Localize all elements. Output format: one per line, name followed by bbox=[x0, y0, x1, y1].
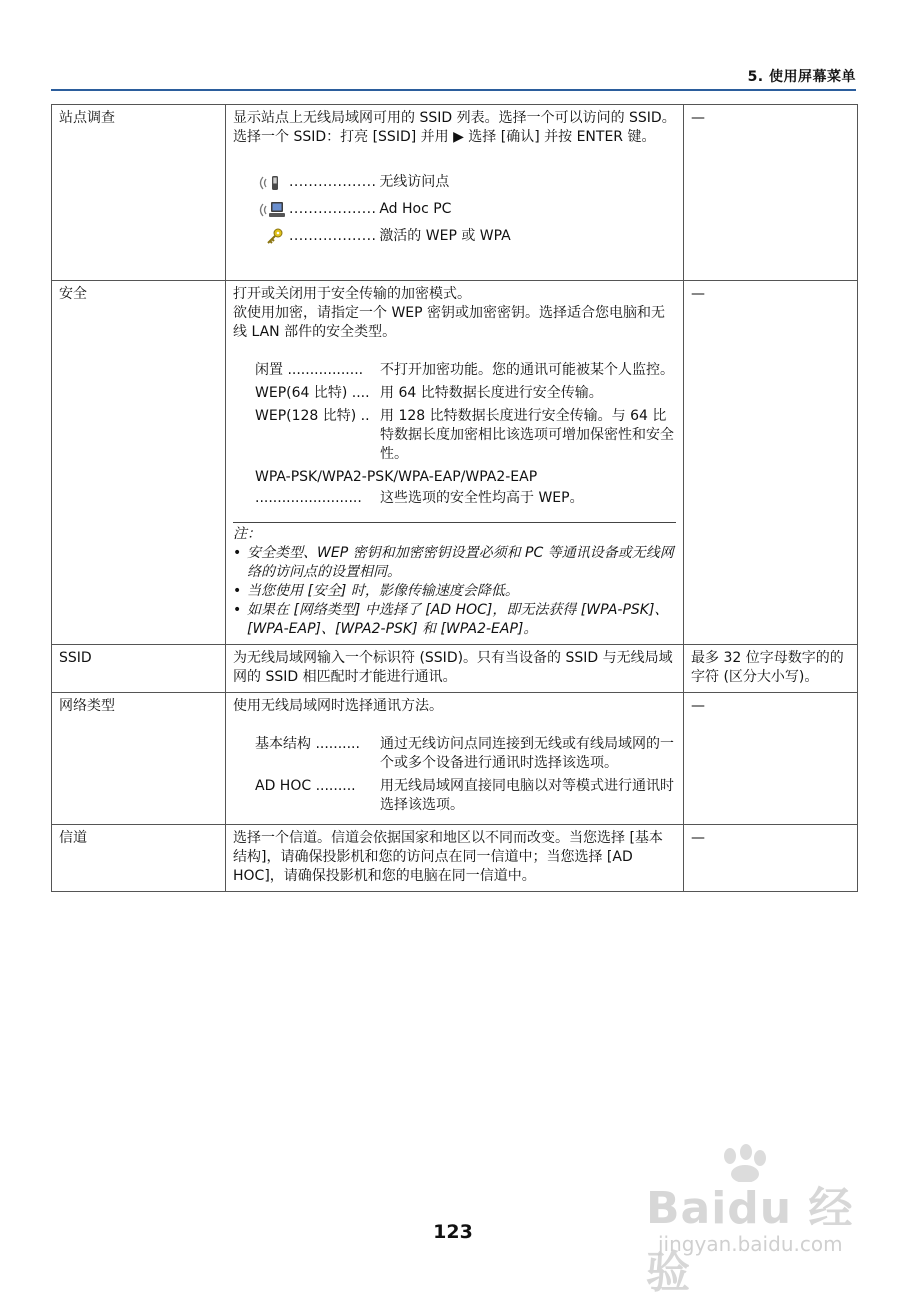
legend-item bbox=[257, 172, 676, 193]
option-definition: 用无线局域网直接同电脑以对等模式进行通讯时选择该选项。 bbox=[380, 778, 674, 813]
table-row bbox=[52, 281, 858, 645]
description-text: 欲使用加密，请指定一个 WEP 密钥或加密密钥。选择适合您电脑和无线 LAN 部件的安全类型。 bbox=[233, 305, 666, 340]
key-icon bbox=[257, 227, 289, 247]
settings-table bbox=[51, 104, 858, 892]
option-item bbox=[255, 489, 676, 508]
watermark bbox=[640, 1150, 870, 1298]
note-label: 注： bbox=[233, 526, 261, 542]
page-header bbox=[51, 66, 856, 90]
setting-range: — bbox=[684, 825, 858, 892]
option-definition: 这些选项的安全性均高于 WEP。 bbox=[380, 490, 584, 506]
setting-name: SSID bbox=[52, 645, 226, 693]
table-row bbox=[52, 693, 858, 825]
table-row bbox=[52, 645, 858, 693]
legend-item bbox=[257, 199, 676, 220]
option-item bbox=[255, 361, 676, 380]
page-number: 123 bbox=[433, 1221, 473, 1243]
section-title: 5. 使用屏幕菜单 bbox=[747, 69, 856, 85]
option-item bbox=[255, 384, 676, 403]
leader-dots: .................. bbox=[289, 174, 377, 190]
table-row bbox=[52, 825, 858, 892]
ad-hoc-pc-icon bbox=[257, 200, 289, 220]
legend-item bbox=[257, 226, 676, 247]
option-definition: 用 64 比特数据长度进行安全传输。 bbox=[380, 385, 603, 401]
setting-description bbox=[226, 281, 684, 645]
watermark-url: jingyan.baidu.com bbox=[658, 1232, 843, 1256]
setting-name: 网络类型 bbox=[52, 693, 226, 825]
legend-label: 激活的 WEP 或 WPA bbox=[379, 228, 511, 244]
setting-name: 站点调查 bbox=[52, 105, 226, 281]
header-rule bbox=[51, 89, 856, 91]
option-term: AD HOC ......... bbox=[255, 778, 356, 794]
setting-description: 为无线局域网输入一个标识符 (SSID)。只有当设备的 SSID 与无线局域网的 SSID 相匹配时才能进行通讯。 bbox=[226, 645, 684, 693]
setting-description: 选择一个信道。信道会依据国家和地区以不同而改变。当您选择 [基本结构]，请确保投影机和您的访问点在同一信道中；当您选择 [AD HOC]，请确保投影机和您的电脑在同一信道中。 bbox=[226, 825, 684, 892]
option-term: 闲置 ................. bbox=[255, 362, 364, 378]
note-text: 如果在 [网络类型] 中选择了 [AD HOC]，即无法获得 [WPA-PSK]、[WPA-EAP]、[WPA2-PSK] 和 [WPA2-EAP]。 bbox=[247, 602, 669, 637]
description-text: 显示站点上无线局域网可用的 SSID 列表。选择一个可以访问的 SSID。 bbox=[233, 110, 676, 126]
leader-dots: .................. bbox=[289, 201, 377, 217]
note-item: • 当您使用 [安全] 时，影像传输速度会降低。 bbox=[233, 583, 519, 599]
setting-name: 信道 bbox=[52, 825, 226, 892]
description-text: 选择一个 SSID：打亮 [SSID] 并用 ▶ 选择 [确认] 并按 ENTER 键。 bbox=[233, 129, 656, 145]
option-item bbox=[255, 407, 676, 464]
setting-range: — bbox=[684, 693, 858, 825]
option-item bbox=[255, 777, 676, 815]
option-item bbox=[255, 735, 676, 773]
description-text: 打开或关闭用于安全传输的加密模式。 bbox=[233, 286, 471, 302]
setting-description bbox=[226, 105, 684, 281]
option-term: 基本结构 .......... bbox=[255, 736, 360, 752]
note-item: • 如果在 [网络类型] 中选择了 [AD HOC]，即无法获得 [WPA-PSK]、[WPA-EAP]、[WPA2-PSK] 和 [WPA2-EAP]。 bbox=[233, 601, 676, 639]
legend-label: 无线访问点 bbox=[379, 174, 450, 190]
legend-label: Ad Hoc PC bbox=[379, 201, 452, 217]
setting-name: 安全 bbox=[52, 281, 226, 645]
option-term: WEP(128 比特) .. bbox=[255, 408, 370, 424]
option-definition: 不打开加密功能。您的通讯可能被某个人监控。 bbox=[380, 362, 674, 378]
note-item: • 安全类型、WEP 密钥和加密密钥设置必须和 PC 等通讯设备或无线网络的访问点的设置相同。 bbox=[233, 544, 676, 582]
setting-description bbox=[226, 693, 684, 825]
wireless-access-point-icon bbox=[257, 173, 289, 193]
table-row bbox=[52, 105, 858, 281]
option-term: WPA-PSK/WPA2-PSK/WPA-EAP/WPA2-EAP bbox=[255, 469, 538, 485]
watermark-logo: Baidu 经验 bbox=[646, 1183, 854, 1298]
leader-dots: .................. bbox=[289, 228, 377, 244]
note-text: 安全类型、WEP 密钥和加密密钥设置必须和 PC 等通讯设备或无线网络的访问点的设置相同。 bbox=[247, 545, 674, 580]
note-text: 当您使用 [安全] 时，影像传输速度会降低。 bbox=[247, 583, 519, 599]
note-box bbox=[233, 522, 676, 639]
setting-range: — bbox=[684, 281, 858, 645]
description-text: 使用无线局域网时选择通讯方法。 bbox=[233, 698, 443, 714]
option-term: WEP(64 比特) .... bbox=[255, 385, 370, 401]
option-definition: 用 128 比特数据长度进行安全传输。与 64 比特数据长度加密相比该选项可增加保密性和安全性。 bbox=[380, 408, 674, 462]
setting-range: 最多 32 位字母数字的的字符 (区分大小写)。 bbox=[684, 645, 858, 693]
option-definition: 通过无线访问点同连接到无线或有线局域网的一个或多个设备进行通讯时选择该选项。 bbox=[380, 736, 674, 771]
option-term: ........................ bbox=[255, 490, 362, 506]
setting-range: — bbox=[684, 105, 858, 281]
